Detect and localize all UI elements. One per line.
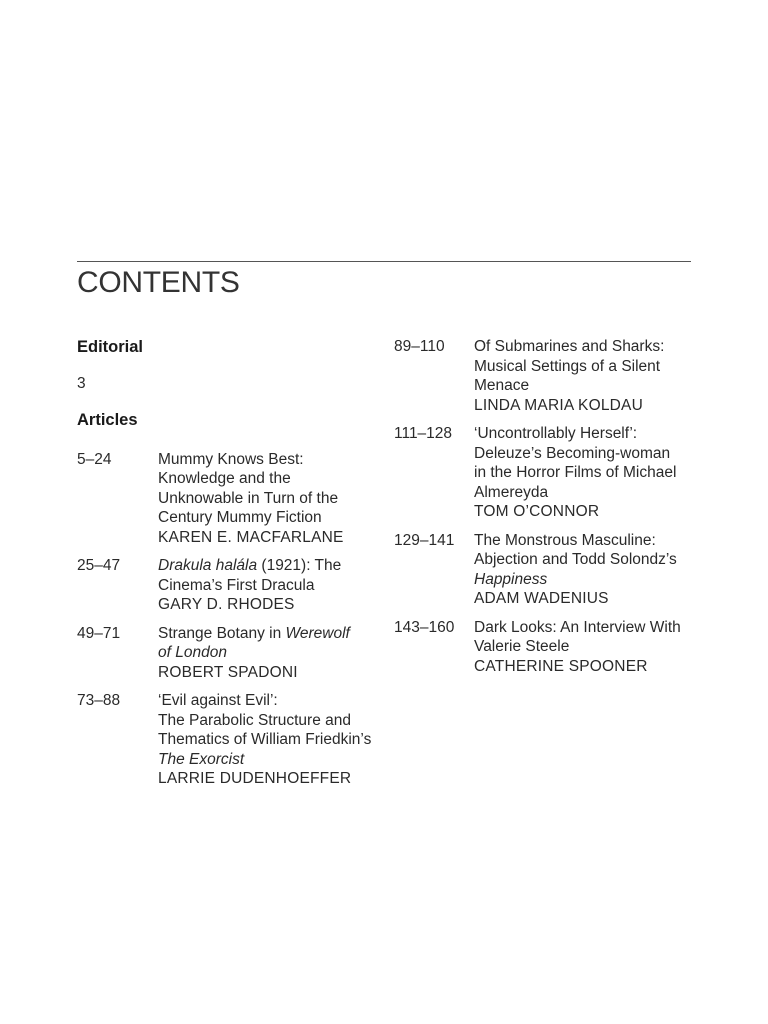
toc-title-line: Musical Settings of a Silent [474, 357, 661, 375]
toc-pages: 73–88 [77, 692, 121, 709]
toc-title-line: Knowledge and the [158, 470, 291, 487]
toc-title-line: The Monstrous Masculine: [474, 531, 656, 549]
toc-title-line: ‘Evil against Evil’: [158, 692, 278, 709]
toc-title-line [158, 750, 377, 770]
toc-title-line: Deleuze’s Becoming-woman [474, 444, 671, 462]
toc-author: ROBERT SPADONI [158, 663, 298, 681]
toc-entry[interactable] [77, 624, 377, 683]
page-title: CONTENTS [77, 266, 240, 299]
toc-title-line [474, 570, 694, 590]
toc-title-line: Mummy Knows Best: [158, 450, 304, 468]
toc-pages: 49–71 [77, 624, 121, 642]
toc-title-line: Strange Botany in Werewolf [158, 624, 350, 642]
toc-entry[interactable] [394, 424, 694, 522]
toc-title-line: Cinema’s First Dracula [158, 576, 315, 594]
toc-author: GARY D. RHODES [158, 596, 295, 613]
toc-title-italic: Drakula halála [158, 557, 258, 574]
toc-title-line: Unknowable in Turn of the [158, 489, 339, 507]
toc-pages: 111–128 [394, 425, 453, 442]
toc-title-line: Abjection and Todd Solondz’s [474, 551, 677, 568]
toc-author: TOM O’CONNOR [474, 503, 600, 520]
toc-entry[interactable] [394, 337, 694, 415]
toc-title-line [158, 643, 377, 663]
header-rule [77, 261, 691, 262]
toc-entry[interactable] [394, 618, 694, 677]
toc-pages: 129–141 [394, 531, 455, 549]
toc-title-italic: The Exorcist [158, 750, 245, 768]
toc-title-line: Of Submarines and Sharks: [474, 338, 665, 355]
toc-author: CATHERINE SPOONER [474, 657, 648, 675]
toc-title-line: Dark Looks: An Interview With [474, 618, 681, 636]
toc-author: LINDA MARIA KOLDAU [474, 396, 643, 414]
editorial-heading: Editorial [77, 338, 144, 356]
toc-title-line: Almereyda [474, 483, 549, 501]
toc-author: LARRIE DUDENHOEFFER [158, 770, 352, 787]
toc-title-line: ‘Uncontrollably Herself’: [474, 425, 638, 442]
toc-pages: 5–24 [77, 450, 112, 468]
toc-author: ADAM WADENIUS [474, 590, 609, 607]
contents-left-column [77, 337, 377, 798]
toc-author: KAREN E. MACFARLANE [158, 528, 344, 546]
toc-entry[interactable] [394, 531, 694, 609]
toc-pages: 89–110 [394, 338, 445, 355]
toc-entry[interactable] [77, 450, 377, 548]
toc-title-line: The Parabolic Structure and [158, 711, 351, 729]
toc-title-line: Menace [474, 377, 530, 394]
toc-entry[interactable] [77, 691, 377, 789]
toc-pages: 25–47 [77, 557, 121, 574]
toc-title-line: Thematics of William Friedkin’s [158, 731, 372, 748]
toc-pages: 143–160 [394, 618, 455, 636]
articles-heading: Articles [77, 410, 138, 429]
toc-title-line: in the Horror Films of Michael [474, 464, 677, 481]
contents-right-column [394, 337, 694, 685]
toc-title-italic: Werewolf [285, 624, 350, 642]
toc-title-italic: Happiness [474, 570, 548, 588]
toc-title-line: Drakula halála (1921): The [158, 557, 342, 574]
toc-title-italic: of London [158, 644, 227, 661]
toc-title-line: Century Mummy Fiction [158, 509, 322, 526]
toc-entry[interactable] [77, 556, 377, 615]
editorial-pages: 3 [77, 375, 86, 392]
toc-title-line: Valerie Steele [474, 638, 570, 655]
